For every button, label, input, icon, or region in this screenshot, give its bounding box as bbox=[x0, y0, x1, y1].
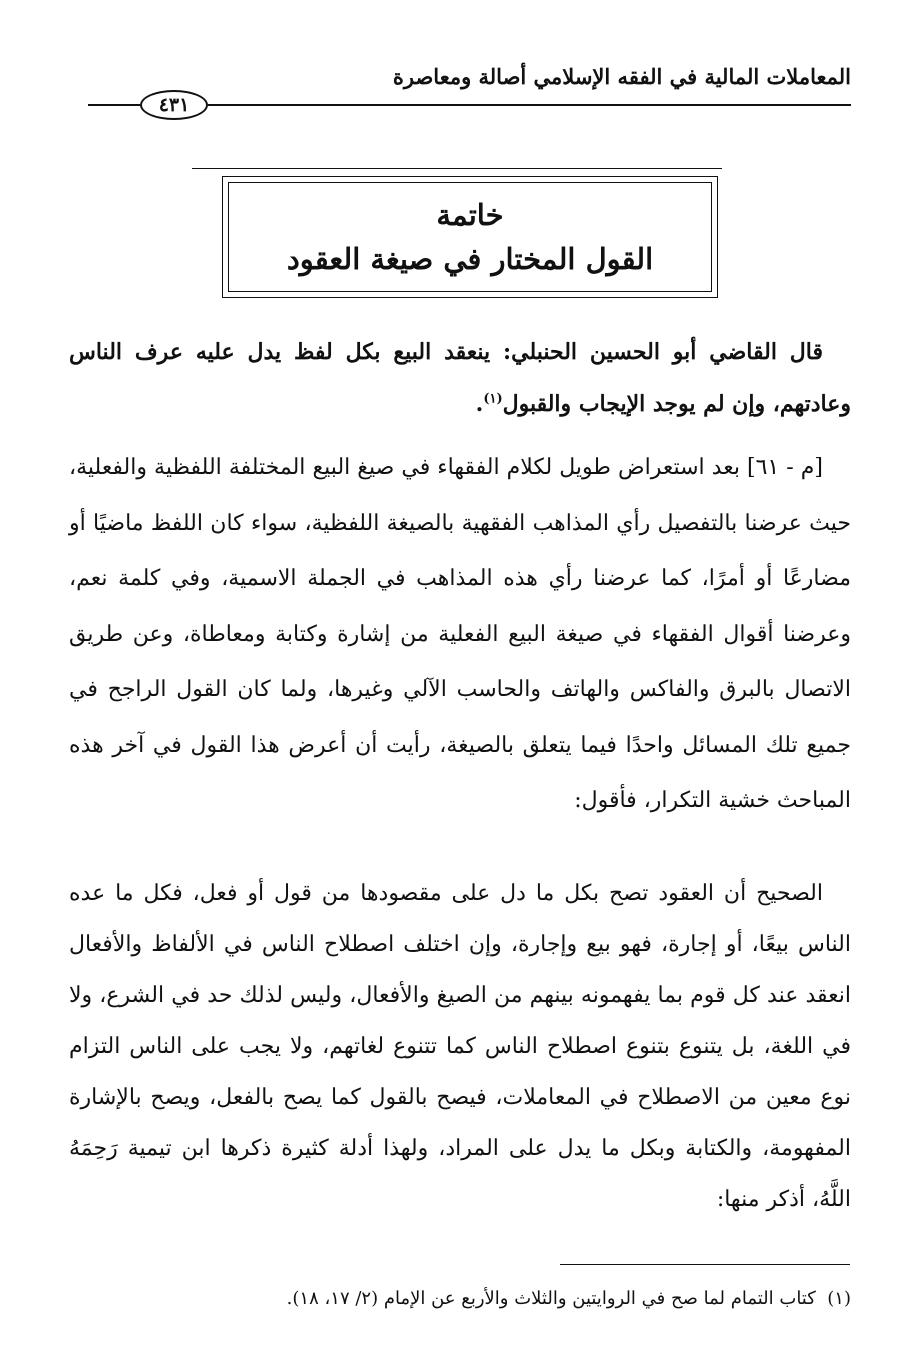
footnote-text: كتاب التمام لما صح في الروايتين والثلاث والأربع عن الإمام (٢/ ١٧، ١٨). bbox=[286, 1288, 816, 1309]
header-rule-left bbox=[88, 104, 140, 106]
paragraph-intro-text: [م - ٦١] بعد استعراض طويل لكلام الفقهاء في صيغ البيع المختلفة اللفظية والفعلية، حيث عرضنا بالتفصيل رأي المذاهب الفقهية بالصيغة اللفظية، سواء كان اللفظ ماضيًا أو مضارعًا أو أمرًا، كما عرضنا رأي هذه المذاهب في الجملة الاسمية، وفي كلمة نعم، وعرضنا أقوال الفقهاء في صيغة البيع الفعلية من إشارة وكتابة ومعاطاة، وعن طريق الاتصال بالبرق والفاكس والهاتف والحاسب الآلي وغيرها، ولما كان القول الراجح في جميع تلك المسائل واحدًا فيما يتعلق بالصيغة، رأيت أن أعرض هذا القول في آخر هذه المباحث خشية التكرار، فأقول: bbox=[69, 455, 851, 813]
paragraph-quotation bbox=[69, 326, 851, 430]
running-title: المعاملات المالية في الفقه الإسلامي أصالة ومعاصرة bbox=[392, 64, 851, 89]
paragraph-ruling-text: الصحيح أن العقود تصح بكل ما دل على مقصودها من قول أو فعل، فكل ما عده الناس بيعًا، أو إجارة، فهو بيع وإجارة، وإن اختلف اصطلاح الناس في الألفاظ والأفعال انعقد عند كل قوم بما يفهمونه بينهم من الصيغ والأفعال، وليس لذلك حد في الشرع، ولا في اللغة، بل يتنوع بتنوع اصطلاح الناس كما تتنوع لغاتهم، ولا يجب على الناس التزام نوع معين من الاصطلاح في المعاملات، فيصح بالقول كما يصح بالفعل، ويصح بالإشارة المفهومة، والكتابة وبكل ما يدل على المراد، ولهذا أدلة كثيرة ذكرها ابن تيمية رَحِمَهُ اللَّهُ، أذكر منها: bbox=[69, 881, 851, 1212]
chapter-subtitle: القول المختار في صيغة العقود bbox=[286, 242, 654, 276]
page-number: ٤٣١ bbox=[140, 90, 208, 120]
chapter-title: خاتمة bbox=[436, 198, 504, 232]
title-box bbox=[222, 176, 718, 298]
title-top-rule bbox=[192, 168, 722, 169]
paragraph-quotation-text: قال القاضي أبو الحسين الحنبلي: ينعقد البيع بكل لفظ يدل عليه عرف الناس وعادتهم، وإن لم يوجد الإيجاب والقبول bbox=[69, 339, 851, 417]
footnote-ref[interactable]: (١) bbox=[483, 391, 503, 407]
footnote-rule bbox=[560, 1264, 850, 1265]
footnote bbox=[69, 1284, 851, 1314]
header-rule bbox=[208, 104, 851, 106]
paragraph-ruling bbox=[69, 868, 851, 1225]
paragraph-quotation-end: . bbox=[475, 391, 484, 417]
title-box-inner bbox=[228, 182, 712, 292]
paragraph-intro bbox=[69, 440, 851, 829]
footnote-marker: (١) bbox=[827, 1288, 851, 1309]
